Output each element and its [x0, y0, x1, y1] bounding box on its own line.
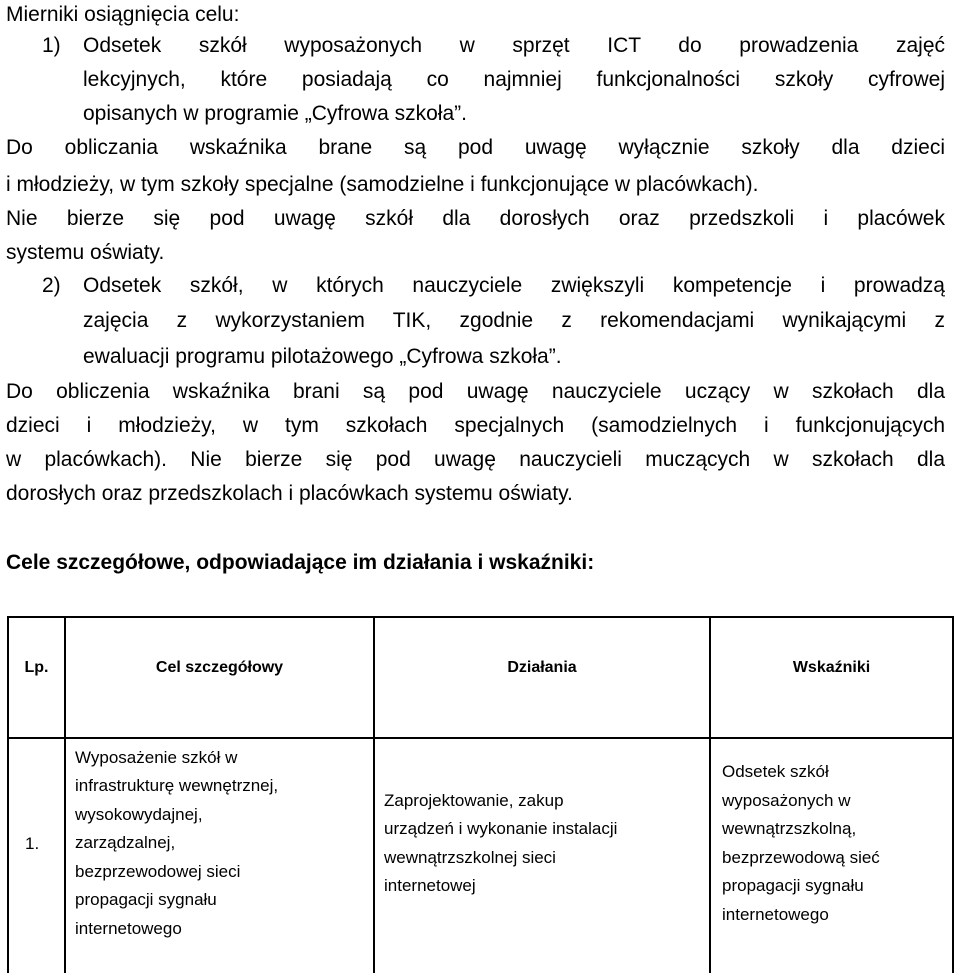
dzialania-line: internetowej [384, 876, 476, 895]
note-1-line-2: i młodzieży, w tym szkoły specjalne (samodzielne i funkcjonujące w placówkach). [6, 173, 759, 196]
wskazniki-line: wewnątrzszkolną, [722, 819, 857, 838]
wskazniki-line: wyposażonych w [722, 791, 851, 810]
table-header-wskazniki: Wskaźniki [792, 659, 871, 676]
dzialania-line: wewnątrzszkolnej sieci [384, 848, 556, 867]
wskazniki-line: Odsetek szkół [722, 762, 829, 781]
item-1-number: 1) [42, 34, 61, 57]
cel-line: bezprzewodowej sieci [75, 862, 241, 881]
item-2-number: 2) [42, 274, 61, 297]
item-1-line-2: lekcyjnych, które posiadają co najmniej funkcjonalności szkoły cyfrowej [83, 68, 945, 91]
note-1-line-1: Do obliczania wskaźnika brane są pod uwagę wyłącznie szkoły dla dzieci [6, 136, 945, 159]
cel-line: Wyposażenie szkół w [75, 748, 238, 767]
note-2-line-2: dzieci i młodzieży, w tym szkołach specjalnych (samodzielnych i funkcjonujących [6, 414, 945, 437]
cel-line: internetowego [75, 919, 182, 938]
table-border-right [952, 616, 954, 973]
table-header-divider [7, 737, 954, 739]
dzialania-line: Zaprojektowanie, zakup [384, 791, 564, 810]
item-1-line-1: Odsetek szkół wyposażonych w sprzęt ICT do prowadzenia zajęć [83, 34, 945, 57]
note-2-line-1: Do obliczenia wskaźnika brani są pod uwagę nauczyciele uczący w szkołach dla [6, 380, 945, 403]
table-cell-lp: 1. [25, 834, 40, 853]
cel-line: infrastrukturę wewnętrznej, [75, 776, 279, 795]
item-2-line-2: zajęcia z wykorzystaniem TIK, zgodnie z rekomendacjami wynikającymi z [83, 309, 945, 332]
table-header-cel: Cel szczegółowy [155, 659, 284, 676]
note-2-line-3: w placówkach). Nie bierze się pod uwagę nauczycieli muczących w szkołach dla [6, 448, 945, 471]
table-header-dzialania: Działania [507, 659, 577, 676]
dzialania-line: urządzeń i wykonanie instalacji [384, 819, 618, 838]
note-1-line-4: systemu oświaty. [6, 241, 165, 264]
item-2-line-1: Odsetek szkół, w których nauczyciele zwiększyli kompetencje i prowadzą [83, 274, 945, 297]
table-border-top [7, 616, 954, 618]
note-1-line-3: Nie bierze się pod uwagę szkół dla dorosłych oraz przedszkoli i placówek [6, 207, 945, 230]
note-2-line-4: dorosłych oraz przedszkolach i placówkach systemu oświaty. [6, 482, 573, 505]
section-heading-cele: Cele szczegółowe, odpowiadające im działania i wskaźniki: [6, 551, 595, 574]
wskazniki-line: internetowego [722, 905, 829, 924]
cel-line: zarządzalnej, [75, 833, 176, 852]
cel-line: propagacji sygnału [75, 890, 217, 909]
item-1-line-3: opisanych w programie „Cyfrowa szkoła”. [83, 102, 467, 125]
section-title-mierniki: Mierniki osiągnięcia celu: [6, 3, 240, 26]
wskazniki-line: propagacji sygnału [722, 876, 864, 895]
item-2-line-3: ewaluacji programu pilotażowego „Cyfrowa szkoła”. [83, 345, 562, 368]
cel-line: wysokowydajnej, [75, 805, 203, 824]
wskazniki-line: bezprzewodową sieć [722, 848, 880, 867]
table-header-lp: Lp. [24, 659, 49, 676]
